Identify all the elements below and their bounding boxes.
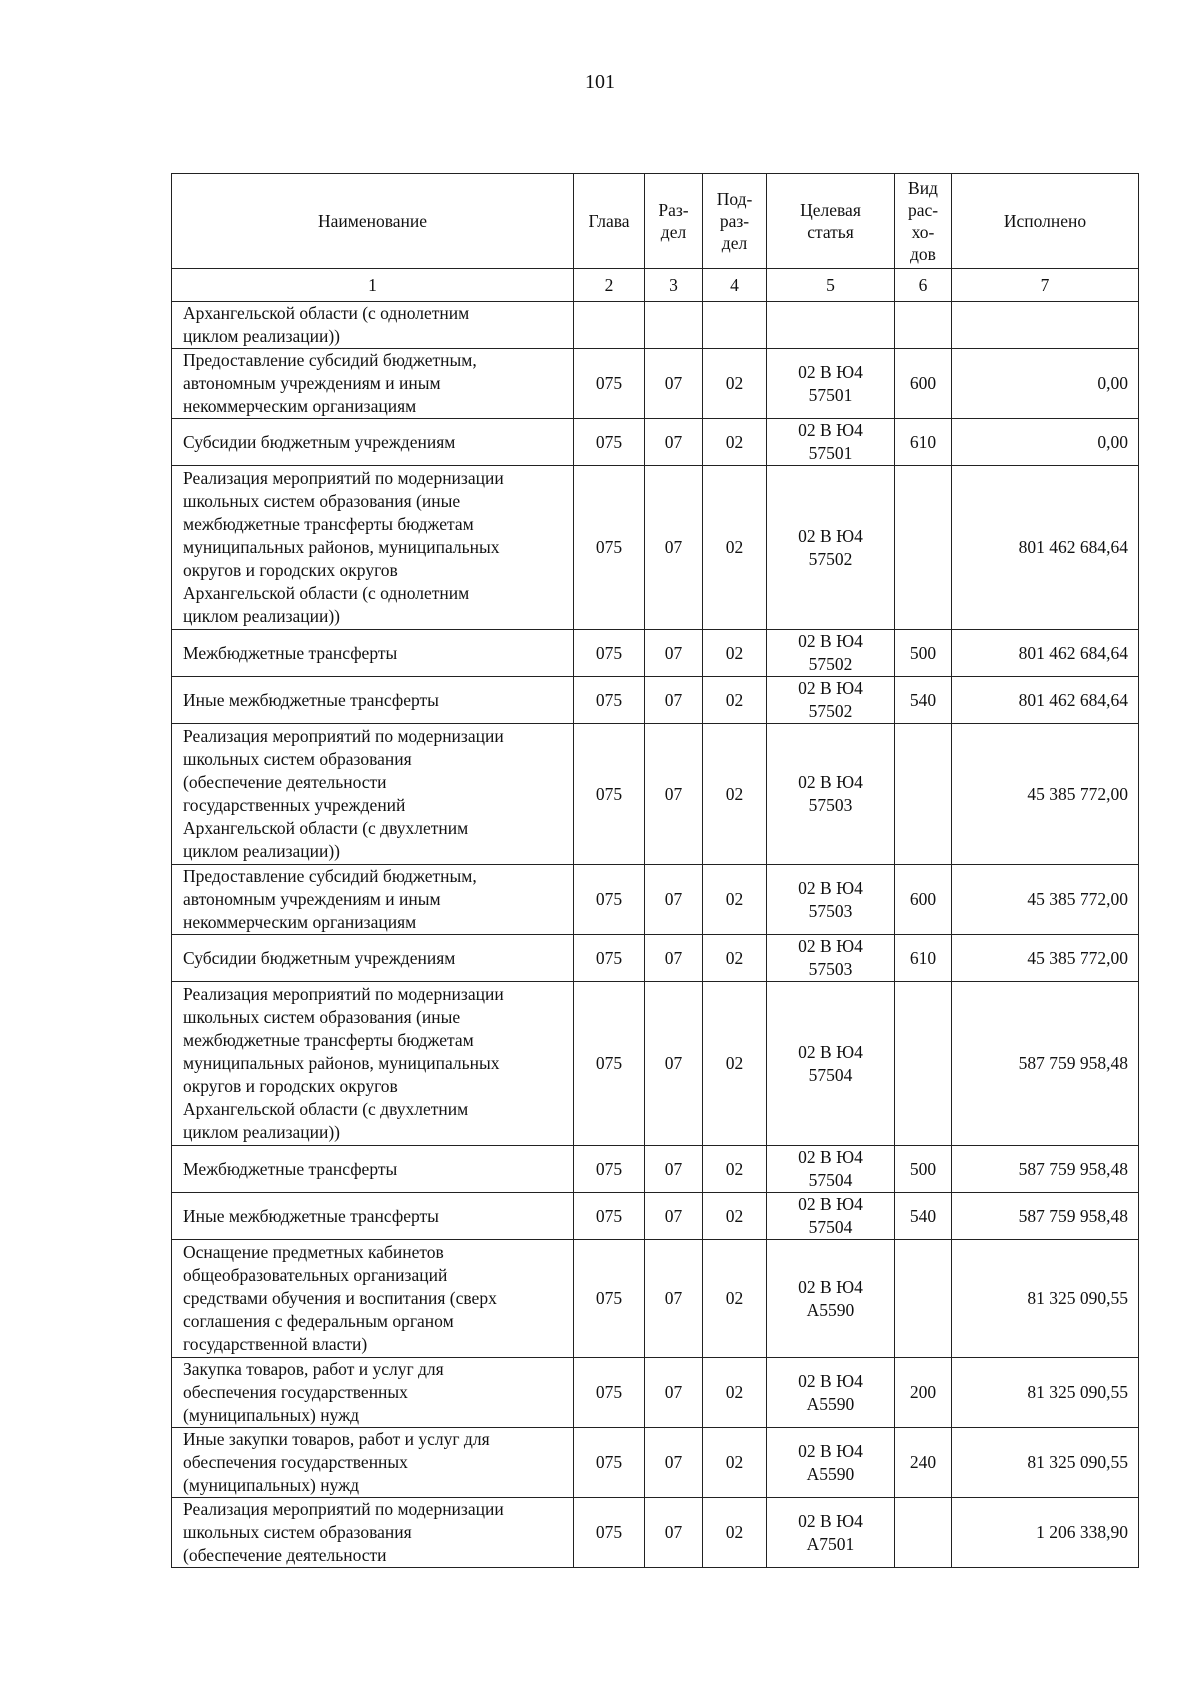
cell-name: Межбюджетные трансферты [172, 1146, 574, 1193]
table-row [172, 865, 1139, 935]
cell-expense-type: 500 [895, 1146, 952, 1193]
cell-expense-type: 600 [895, 865, 952, 935]
cell-section: 07 [645, 1358, 703, 1428]
cell-subsection: 02 [703, 1428, 767, 1498]
cell-chapter: 075 [574, 630, 645, 677]
cell-section: 07 [645, 724, 703, 865]
cell-section: 07 [645, 935, 703, 982]
cell-chapter: 075 [574, 865, 645, 935]
header-chapter: Глава [574, 174, 645, 269]
header-row [172, 174, 1139, 269]
cell-chapter: 075 [574, 1358, 645, 1428]
cell-amount: 587 759 958,48 [952, 1146, 1139, 1193]
cell-section: 07 [645, 1146, 703, 1193]
cell-name: Иные закупки товаров, работ и услуг для обеспечения государственных (муниципальных) нужд [172, 1428, 574, 1498]
cell-chapter: 075 [574, 1193, 645, 1240]
cell-expense-type [895, 302, 952, 349]
cell-subsection: 02 [703, 1498, 767, 1568]
column-number: 1 [172, 269, 574, 302]
budget-table [171, 173, 1139, 1568]
cell-section: 07 [645, 677, 703, 724]
table-row [172, 935, 1139, 982]
cell-expense-type: 200 [895, 1358, 952, 1428]
cell-name: Субсидии бюджетным учреждениям [172, 935, 574, 982]
column-number: 5 [767, 269, 895, 302]
cell-target: 02 В Ю4 А5590 [767, 1428, 895, 1498]
cell-chapter: 075 [574, 1240, 645, 1358]
cell-chapter: 075 [574, 1428, 645, 1498]
cell-amount: 801 462 684,64 [952, 630, 1139, 677]
cell-amount: 81 325 090,55 [952, 1428, 1139, 1498]
cell-subsection: 02 [703, 982, 767, 1146]
cell-subsection: 02 [703, 1358, 767, 1428]
cell-target: 02 В Ю4 А7501 [767, 1498, 895, 1568]
cell-name: Иные межбюджетные трансферты [172, 1193, 574, 1240]
cell-expense-type: 240 [895, 1428, 952, 1498]
table-row [172, 1193, 1139, 1240]
cell-chapter: 075 [574, 419, 645, 466]
header-executed: Исполнено [952, 174, 1139, 269]
cell-expense-type: 540 [895, 677, 952, 724]
cell-section: 07 [645, 630, 703, 677]
table-row [172, 1146, 1139, 1193]
table-row [172, 1428, 1139, 1498]
cell-expense-type: 500 [895, 630, 952, 677]
cell-expense-type [895, 1498, 952, 1568]
table-row [172, 466, 1139, 630]
cell-chapter: 075 [574, 1146, 645, 1193]
header-expense-type: Вид рас- хо- дов [895, 174, 952, 269]
cell-target: 02 В Ю4 57502 [767, 630, 895, 677]
cell-name: Реализация мероприятий по модернизации школьных систем образования (обеспечение деятельности государственных учреждений Архангельской области (с двухлетним циклом реализации)) [172, 724, 574, 865]
cell-amount: 81 325 090,55 [952, 1358, 1139, 1428]
header-target: Целевая статья [767, 174, 895, 269]
cell-amount [952, 302, 1139, 349]
cell-amount: 587 759 958,48 [952, 982, 1139, 1146]
table-row [172, 349, 1139, 419]
cell-chapter: 075 [574, 724, 645, 865]
cell-subsection: 02 [703, 1193, 767, 1240]
cell-target: 02 В Ю4 57504 [767, 1193, 895, 1240]
table-row [172, 1358, 1139, 1428]
table-row [172, 677, 1139, 724]
cell-name: Реализация мероприятий по модернизации школьных систем образования (обеспечение деятельности [172, 1498, 574, 1568]
table-row [172, 724, 1139, 865]
cell-section: 07 [645, 1428, 703, 1498]
cell-target: 02 В Ю4 57504 [767, 1146, 895, 1193]
cell-subsection: 02 [703, 724, 767, 865]
table-row [172, 982, 1139, 1146]
table-row [172, 419, 1139, 466]
cell-section: 07 [645, 1193, 703, 1240]
cell-subsection [703, 302, 767, 349]
cell-chapter: 075 [574, 677, 645, 724]
column-number-row [172, 269, 1139, 302]
cell-subsection: 02 [703, 935, 767, 982]
cell-amount: 801 462 684,64 [952, 466, 1139, 630]
table-row [172, 630, 1139, 677]
cell-expense-type [895, 982, 952, 1146]
cell-amount: 45 385 772,00 [952, 935, 1139, 982]
cell-name: Предоставление субсидий бюджетным, автономным учреждениям и иным некоммерческим организациям [172, 349, 574, 419]
cell-amount: 0,00 [952, 419, 1139, 466]
cell-chapter: 075 [574, 466, 645, 630]
cell-section [645, 302, 703, 349]
cell-name: Закупка товаров, работ и услуг для обеспечения государственных (муниципальных) нужд [172, 1358, 574, 1428]
cell-target: 02 В Ю4 57502 [767, 677, 895, 724]
cell-target [767, 302, 895, 349]
column-number: 7 [952, 269, 1139, 302]
cell-chapter: 075 [574, 982, 645, 1146]
cell-amount: 45 385 772,00 [952, 865, 1139, 935]
cell-name: Реализация мероприятий по модернизации школьных систем образования (иные межбюджетные трансферты бюджетам муниципальных районов, муниципальных округов и городских округов Архангельской области (с двухлетним циклом реализации)) [172, 982, 574, 1146]
header-name: Наименование [172, 174, 574, 269]
cell-name: Реализация мероприятий по модернизации школьных систем образования (иные межбюджетные трансферты бюджетам муниципальных районов, муниципальных округов и городских округов Архангельской области (с однолетним циклом реализации)) [172, 466, 574, 630]
cell-target: 02 В Ю4 А5590 [767, 1358, 895, 1428]
page-number: 101 [585, 71, 615, 93]
cell-target: 02 В Ю4 57501 [767, 419, 895, 466]
cell-chapter [574, 302, 645, 349]
cell-subsection: 02 [703, 349, 767, 419]
column-number: 2 [574, 269, 645, 302]
cell-expense-type [895, 1240, 952, 1358]
cell-chapter: 075 [574, 935, 645, 982]
cell-amount: 587 759 958,48 [952, 1193, 1139, 1240]
table-row [172, 1498, 1139, 1568]
cell-expense-type: 610 [895, 935, 952, 982]
cell-amount: 0,00 [952, 349, 1139, 419]
cell-target: 02 В Ю4 57502 [767, 466, 895, 630]
cell-expense-type: 610 [895, 419, 952, 466]
column-number: 4 [703, 269, 767, 302]
cell-expense-type [895, 724, 952, 865]
cell-target: 02 В Ю4 57503 [767, 724, 895, 865]
header-section: Раз- дел [645, 174, 703, 269]
cell-amount: 81 325 090,55 [952, 1240, 1139, 1358]
table-row [172, 302, 1139, 349]
cell-target: 02 В Ю4 57503 [767, 865, 895, 935]
cell-expense-type: 600 [895, 349, 952, 419]
cell-section: 07 [645, 982, 703, 1146]
cell-target: 02 В Ю4 57503 [767, 935, 895, 982]
cell-name: Оснащение предметных кабинетов общеобразовательных организаций средствами обучения и воспитания (сверх соглашения с федеральным органом государственной власти) [172, 1240, 574, 1358]
cell-chapter: 075 [574, 349, 645, 419]
cell-amount: 1 206 338,90 [952, 1498, 1139, 1568]
column-number: 3 [645, 269, 703, 302]
table-row [172, 1240, 1139, 1358]
cell-name: Субсидии бюджетным учреждениям [172, 419, 574, 466]
cell-section: 07 [645, 1240, 703, 1358]
column-number: 6 [895, 269, 952, 302]
cell-subsection: 02 [703, 466, 767, 630]
cell-name: Архангельской области (с однолетним циклом реализации)) [172, 302, 574, 349]
cell-amount: 801 462 684,64 [952, 677, 1139, 724]
cell-section: 07 [645, 419, 703, 466]
cell-subsection: 02 [703, 865, 767, 935]
cell-target: 02 В Ю4 57504 [767, 982, 895, 1146]
cell-subsection: 02 [703, 419, 767, 466]
cell-chapter: 075 [574, 1498, 645, 1568]
cell-section: 07 [645, 865, 703, 935]
cell-amount: 45 385 772,00 [952, 724, 1139, 865]
cell-name: Межбюджетные трансферты [172, 630, 574, 677]
cell-target: 02 В Ю4 А5590 [767, 1240, 895, 1358]
cell-section: 07 [645, 349, 703, 419]
header-subsection: Под- раз- дел [703, 174, 767, 269]
cell-expense-type: 540 [895, 1193, 952, 1240]
cell-name: Предоставление субсидий бюджетным, автономным учреждениям и иным некоммерческим организациям [172, 865, 574, 935]
cell-section: 07 [645, 466, 703, 630]
cell-subsection: 02 [703, 677, 767, 724]
cell-name: Иные межбюджетные трансферты [172, 677, 574, 724]
cell-subsection: 02 [703, 1240, 767, 1358]
cell-target: 02 В Ю4 57501 [767, 349, 895, 419]
cell-section: 07 [645, 1498, 703, 1568]
cell-subsection: 02 [703, 630, 767, 677]
cell-subsection: 02 [703, 1146, 767, 1193]
cell-expense-type [895, 466, 952, 630]
